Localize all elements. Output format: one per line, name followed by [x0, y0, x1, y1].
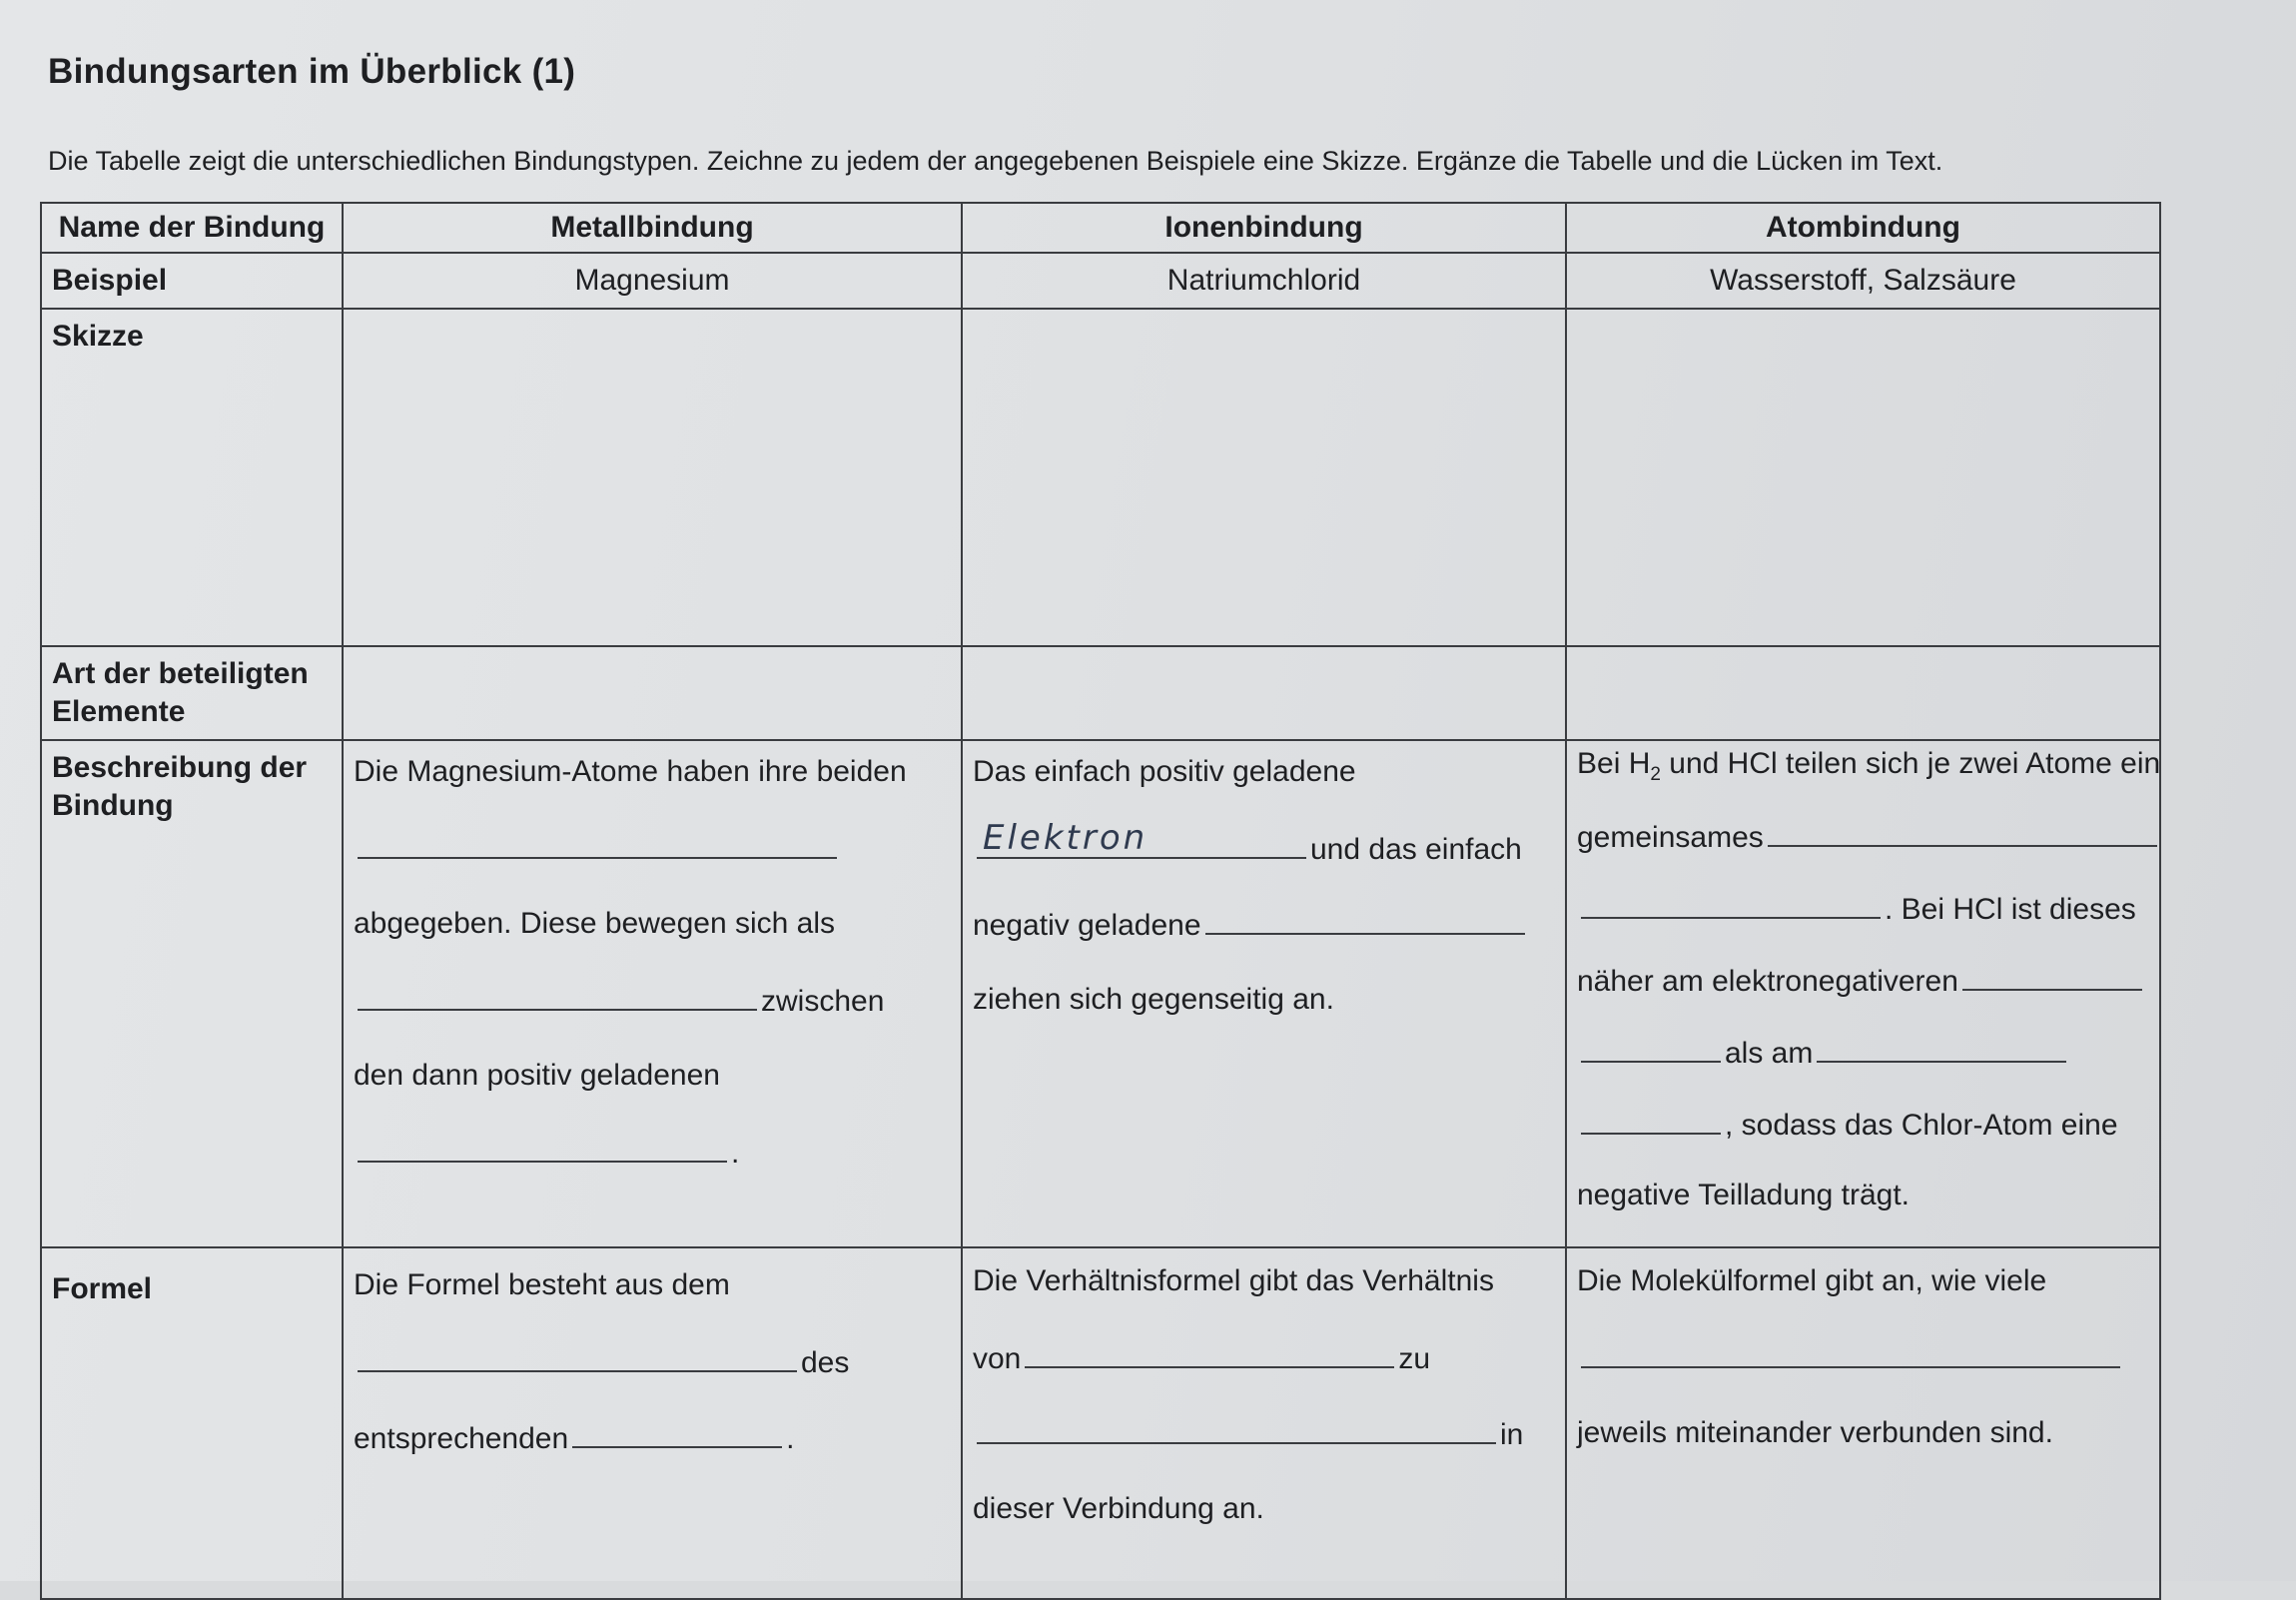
formel-metal [343, 1247, 962, 1599]
fill-blank[interactable] [1962, 963, 2142, 991]
text-line: Elektron und das einfach [973, 831, 1555, 907]
text-line: negativ geladene [973, 907, 1555, 983]
text-line: als am [1577, 1035, 2149, 1107]
fill-blank[interactable] [1768, 819, 2157, 847]
header-atom: Atombindung [1566, 203, 2160, 253]
label-beispiel: Beispiel [41, 253, 343, 309]
text-line: . [354, 1135, 951, 1210]
header-metal: Metallbindung [343, 203, 962, 253]
text-line: Die Magnesium-Atome haben ihre beiden [354, 755, 907, 788]
beispiel-atom: Wasserstoff, Salzsäure [1566, 253, 2160, 309]
header-row [41, 203, 2160, 253]
fill-blank[interactable] [358, 1135, 727, 1163]
instructions: Die Tabelle zeigt die unterschiedlichen Bindungstypen. Zeichne zu jedem der angegebenen Beispiele eine Skizze. Ergänze die Tabelle und die Lücken im Text. [48, 146, 1943, 176]
header-name: Name der Bindung [41, 203, 343, 253]
bonding-table [40, 202, 2161, 1600]
sketch-area-ion[interactable] [962, 309, 1566, 646]
beschreibung-ion [962, 740, 1566, 1247]
text-line: negative Teilladung trägt. [1577, 1179, 1911, 1211]
text-line: jeweils miteinander verbunden sind. [1577, 1416, 2053, 1449]
text-line: von zu [973, 1342, 1431, 1375]
formel-ion [962, 1247, 1566, 1599]
row-formel [41, 1247, 2160, 1599]
fill-blank[interactable] [1581, 1107, 1721, 1135]
text-line: Bei $H_2$ und HCl teilen sich je zwei Atome ein [1577, 747, 2161, 785]
row-beispiel [41, 253, 2160, 309]
fill-blank[interactable] [1581, 891, 1881, 919]
text-line: , sodass das Chlor-Atom eine [1577, 1107, 2149, 1179]
text-line: in [973, 1416, 1555, 1492]
row-skizze [41, 309, 2160, 646]
label-art: Art der beteiligten Elemente [41, 646, 343, 740]
art-ion[interactable] [962, 646, 1566, 740]
sketch-area-atom[interactable] [1566, 309, 2160, 646]
beschreibung-atom [1566, 740, 2160, 1247]
fill-blank[interactable] [358, 1344, 797, 1372]
text-line: Die Verhältnisformel gibt das Verhältnis [973, 1264, 1494, 1297]
text-line: ziehen sich gegenseitig an. [973, 983, 1334, 1016]
text-line: gemeinsames [1577, 819, 2149, 891]
text-line: den dann positiv geladenen [354, 1059, 720, 1092]
fill-blank[interactable] [1025, 1340, 1394, 1368]
text-line: des [354, 1344, 951, 1420]
text-line [354, 831, 951, 907]
text-line: näher am elektronegativeren [1577, 963, 2149, 1035]
beispiel-metal: Magnesium [343, 253, 962, 309]
art-metal[interactable] [343, 646, 962, 740]
text-line: Die Molekülformel gibt an, wie viele [1577, 1264, 2047, 1297]
fill-blank[interactable] [358, 831, 837, 859]
fill-blank[interactable] [1205, 907, 1525, 935]
sketch-area-metal[interactable] [343, 309, 962, 646]
formel-atom [1566, 1247, 2160, 1599]
text-line: zwischen [354, 983, 951, 1059]
beispiel-ion: Natriumchlorid [962, 253, 1566, 309]
text-line: abgegeben. Diese bewegen sich als [354, 907, 836, 940]
fill-blank[interactable] [977, 1416, 1496, 1444]
row-beschreibung [41, 740, 2160, 1247]
fill-blank[interactable] [1581, 1340, 2120, 1368]
header-ion: Ionenbindung [962, 203, 1566, 253]
label-formel: Formel [41, 1247, 343, 1599]
fill-blank[interactable] [572, 1420, 782, 1448]
row-art [41, 646, 2160, 740]
fill-blank[interactable] [1817, 1035, 2066, 1063]
text-line [1577, 1340, 2149, 1416]
label-skizze: Skizze [41, 309, 343, 646]
fill-blank[interactable] [358, 983, 757, 1011]
text-line: . Bei HCl ist dieses [1577, 891, 2149, 963]
art-atom[interactable] [1566, 646, 2160, 740]
beschreibung-metal [343, 740, 962, 1247]
handwritten-answer: Elektron [983, 818, 1148, 858]
page-title: Bindungsarten im Überblick (1) [48, 52, 576, 91]
text-line: Die Formel besteht aus dem [354, 1268, 730, 1301]
label-beschreibung: Beschreibung der Bindung [41, 740, 343, 1247]
text-line: dieser Verbindung an. [973, 1492, 1264, 1525]
fill-blank[interactable] [1581, 1035, 1721, 1063]
text-line: Das einfach positiv geladene [973, 755, 1356, 788]
text-line: entsprechenden . [354, 1422, 795, 1455]
